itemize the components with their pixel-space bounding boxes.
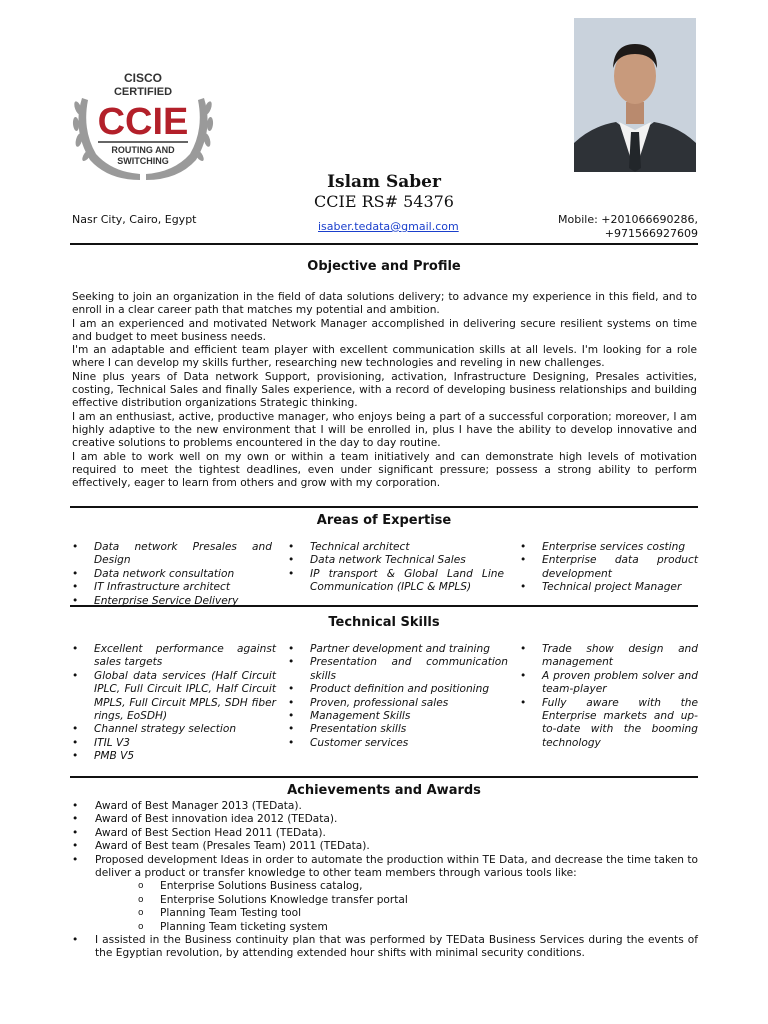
ccie-logo [68,68,218,188]
email-link[interactable]: isaber.tedata@gmail.com [318,220,459,233]
ccie-number: CCIE RS# 54376 [314,192,454,211]
list-item: • Channel strategy selection [70,723,276,736]
mobile-line-2: +971566927609 [604,227,698,240]
list-item: • IP transport & Global Land Line Communication (IPLC & MPLS) [286,568,504,595]
sub-list-item: o Enterprise Solutions Knowledge transfer portal [70,894,698,907]
sub-list-item: o Planning Team Testing tool [70,907,698,920]
list-item: • Award of Best team (Presales Team) 2011 (TEData). [70,840,698,853]
list-item: • Product definition and positioning [286,683,508,696]
divider [70,243,698,245]
expertise-col-2 [286,541,504,608]
skills-col-3 [518,643,698,764]
expertise-col-1 [70,541,272,608]
expertise-col-3 [518,541,698,608]
list-item: • Presentation skills [286,723,508,736]
achievements-subitems [70,880,698,934]
objective-paragraph: I'm an adaptable and efficient team player with excellent communication skills at all levels. I'm looking for a role where I can develop my skills further, researching new technologies and reveling in new challenges. [72,344,697,370]
list-item: • Management Skills [286,710,508,723]
skills-col-2 [286,643,508,764]
list-item: • A proven problem solver and team-player [518,670,698,697]
objective-paragraph: I am an enthusiast, active, productive manager, who enjoys being a part of a successful corporation; moreover, I am highly adaptive to the new environment that I will be enrolled in, plus I have the ability to develop innovative and creative solutions to problems encountered in the day to day routine. [72,410,697,450]
skills-title: Technical Skills [328,615,440,630]
divider [70,605,698,607]
list-item: • Award of Best innovation idea 2012 (TEData). [70,813,698,826]
list-item: • Trade show design and management [518,643,698,670]
achievements-items [70,800,698,880]
logo-line3: ROUTING AND [111,145,175,155]
logo-ccie: CCIE [97,101,189,143]
list-item: • Partner development and training [286,643,508,656]
list-item: • PMB V5 [70,750,276,763]
divider [70,506,698,508]
sub-list-item: o Enterprise Solutions Business catalog, [70,880,698,893]
achievements-list [70,800,698,961]
objective-paragraph: I am an experienced and motivated Network Manager accomplished in delivering secure resilient systems on time and budget to meet business needs. [72,317,697,343]
objective-paragraph: I am able to work well on my own or within a team initiatively and can demonstrate high levels of motivation required to meet the tightest deadlines, even under significant pressure; possess a strong ability to perform effectively, eager to learn from others and grow with my corporation. [72,450,697,490]
list-item: • Enterprise data product development [518,554,698,581]
list-item: • Customer services [286,737,508,750]
achievements-title: Achievements and Awards [287,783,481,798]
divider [70,776,698,778]
expertise-list [70,541,698,608]
skills-col-1 [70,643,276,764]
list-item: • Data network Technical Sales [286,554,504,567]
mobile-numbers [558,213,698,241]
expertise-title: Areas of Expertise [316,513,452,528]
list-item: • ITIL V3 [70,737,276,750]
objective-text [72,291,697,490]
address: Nasr City, Cairo, Egypt [72,213,197,226]
logo-line4: SWITCHING [117,156,169,166]
list-item: • I assisted in the Business continuity plan that was performed by TEData Business Services during the events of the Egyptian revolution, by attending extended hour shifts with minimal security conditions. [70,934,698,961]
objective-paragraph: Nine plus years of Data network Support, provisioning, activation, Infrastructure Designing, Presales activities, costing, Technical Sales and finally Sales experience, with a record of developing business relationships and building effective distribution organizations Strategic thinking. [72,370,697,410]
list-item: • Data network consultation [70,568,272,581]
list-item: • Award of Best Section Head 2011 (TEData). [70,827,698,840]
list-item: • Excellent performance against sales targets [70,643,276,670]
list-item: • Technical architect [286,541,504,554]
list-item: • Data network Presales and Design [70,541,272,568]
logo-line1: CISCO [123,71,163,85]
list-item: • Global data services (Half Circuit IPLC, Full Circuit IPLC, Half Circuit MPLS, Full Circuit MPLS, SDH fiber rings, EoSDH) [70,670,276,724]
skills-list [70,643,698,764]
objective-paragraph: Seeking to join an organization in the field of data solutions delivery; to advance my experience in this field, and to enroll in a clear career path that matches my potential and ambition. [72,291,697,317]
list-item: • Presentation and communication skills [286,656,508,683]
profile-photo [574,18,696,172]
objective-title: Objective and Profile [307,259,461,274]
list-item: • Proposed development Ideas in order to automate the production within TE Data, and decrease the time taken to deliver a product or transfer knowledge to other team members through various tools like: [70,854,698,881]
list-item: • Proven, professional sales [286,697,508,710]
list-item: • Technical project Manager [518,581,698,594]
list-item: • Award of Best Manager 2013 (TEData). [70,800,698,813]
list-item: • IT Infrastructure architect [70,581,272,594]
sub-list-item: o Planning Team ticketing system [70,921,698,934]
achievements-last [70,934,698,961]
logo-line2: CERTIFIED [113,86,173,98]
list-item: • Enterprise Service Delivery [70,595,272,608]
list-item: • Fully aware with the Enterprise markets and up-to-date with the booming technology [518,697,698,751]
candidate-name: Islam Saber [327,172,441,192]
list-item: • Enterprise services costing [518,541,698,554]
mobile-line-1: Mobile: +201066690286, [558,213,698,226]
